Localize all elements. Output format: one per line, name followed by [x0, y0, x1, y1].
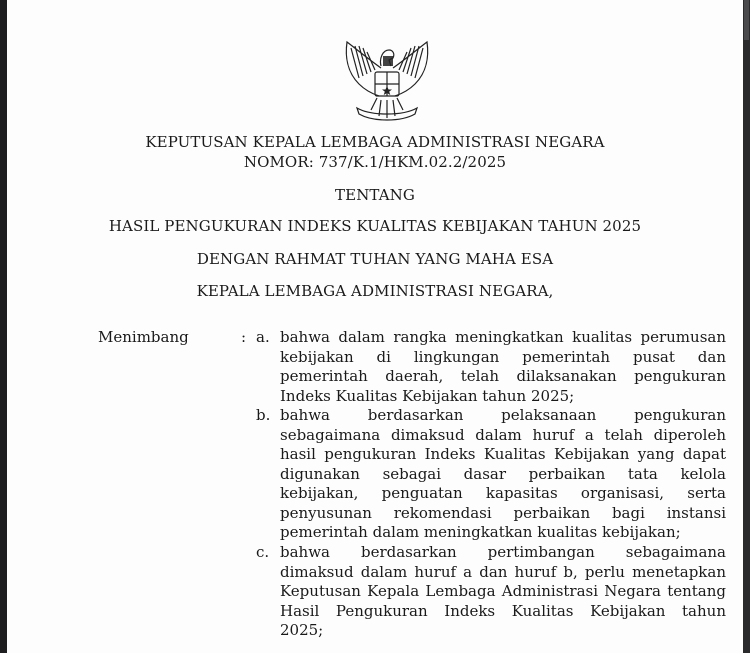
decree-subject: HASIL PENGUKURAN INDEKS KUALITAS KEBIJAKAN TAHUN 2025 — [108, 217, 642, 235]
text-line: kebijakan di lingkungan pemerintah pusat dan — [280, 347, 726, 366]
menimbang-colon: : — [241, 328, 247, 346]
text-line: kebijakan, penguatan kapasitas organisasi, serta — [280, 484, 726, 502]
item-b-text — [280, 406, 726, 543]
text-line: digunakan sebagai dasar perbaikan tata kelola — [280, 464, 726, 483]
text-line: penyusunan rekomendasi perbaikan bagi instansi — [280, 503, 726, 522]
text-line: bahwa dalam rangka meningkatkan kualitas perumusan — [280, 328, 726, 346]
item-b-marker: b. — [256, 406, 271, 424]
viewer-left-border — [0, 0, 7, 653]
menimbang-label: Menimbang — [98, 328, 189, 346]
text-line: Indeks Kualitas Kebijakan tahun 2025; — [280, 386, 575, 405]
garuda-emblem-icon — [337, 38, 437, 126]
decree-number: NOMOR: 737/K.1/HKM.02.2/2025 — [243, 153, 507, 171]
text-line: Hasil Pengukuran Indeks Kualitas Kebijakan tahun — [280, 601, 726, 620]
text-line: hasil pengukuran Indeks Kualitas Kebijakan yang dapat — [280, 445, 726, 463]
viewer-scrollbar-thumb[interactable] — [744, 0, 749, 40]
invocation: DENGAN RAHMAT TUHAN YANG MAHA ESA — [196, 250, 554, 268]
text-line: 2025; — [280, 621, 324, 639]
item-c-marker: c. — [256, 543, 270, 561]
text-line: Keputusan Kepala Lembaga Administrasi Negara tentang — [280, 582, 726, 600]
item-a-text — [280, 328, 726, 406]
viewer-scrollbar-track[interactable] — [743, 0, 750, 653]
text-line: bahwa berdasarkan pertimbangan sebagaimana — [280, 543, 726, 561]
text-line: dimaksud dalam huruf a dan huruf b, perlu menetapkan — [280, 562, 726, 581]
text-line: sebagaimana dimaksud dalam huruf a telah diperoleh — [280, 425, 726, 444]
item-c-text — [280, 543, 726, 641]
item-a-marker: a. — [256, 328, 270, 346]
text-line: bahwa berdasarkan pelaksanaan pengukuran — [280, 406, 726, 424]
text-line: pemerintah dalam meningkatkan kualitas kebijakan; — [280, 523, 681, 541]
document-page — [7, 0, 743, 653]
tentang-heading: TENTANG — [335, 186, 415, 204]
issuing-authority: KEPALA LEMBAGA ADMINISTRASI NEGARA, — [196, 282, 554, 300]
decree-title: KEPUTUSAN KEPALA LEMBAGA ADMINISTRASI NEGARA — [145, 133, 605, 151]
text-line: pemerintah daerah, telah dilaksanakan pengukuran — [280, 367, 726, 385]
